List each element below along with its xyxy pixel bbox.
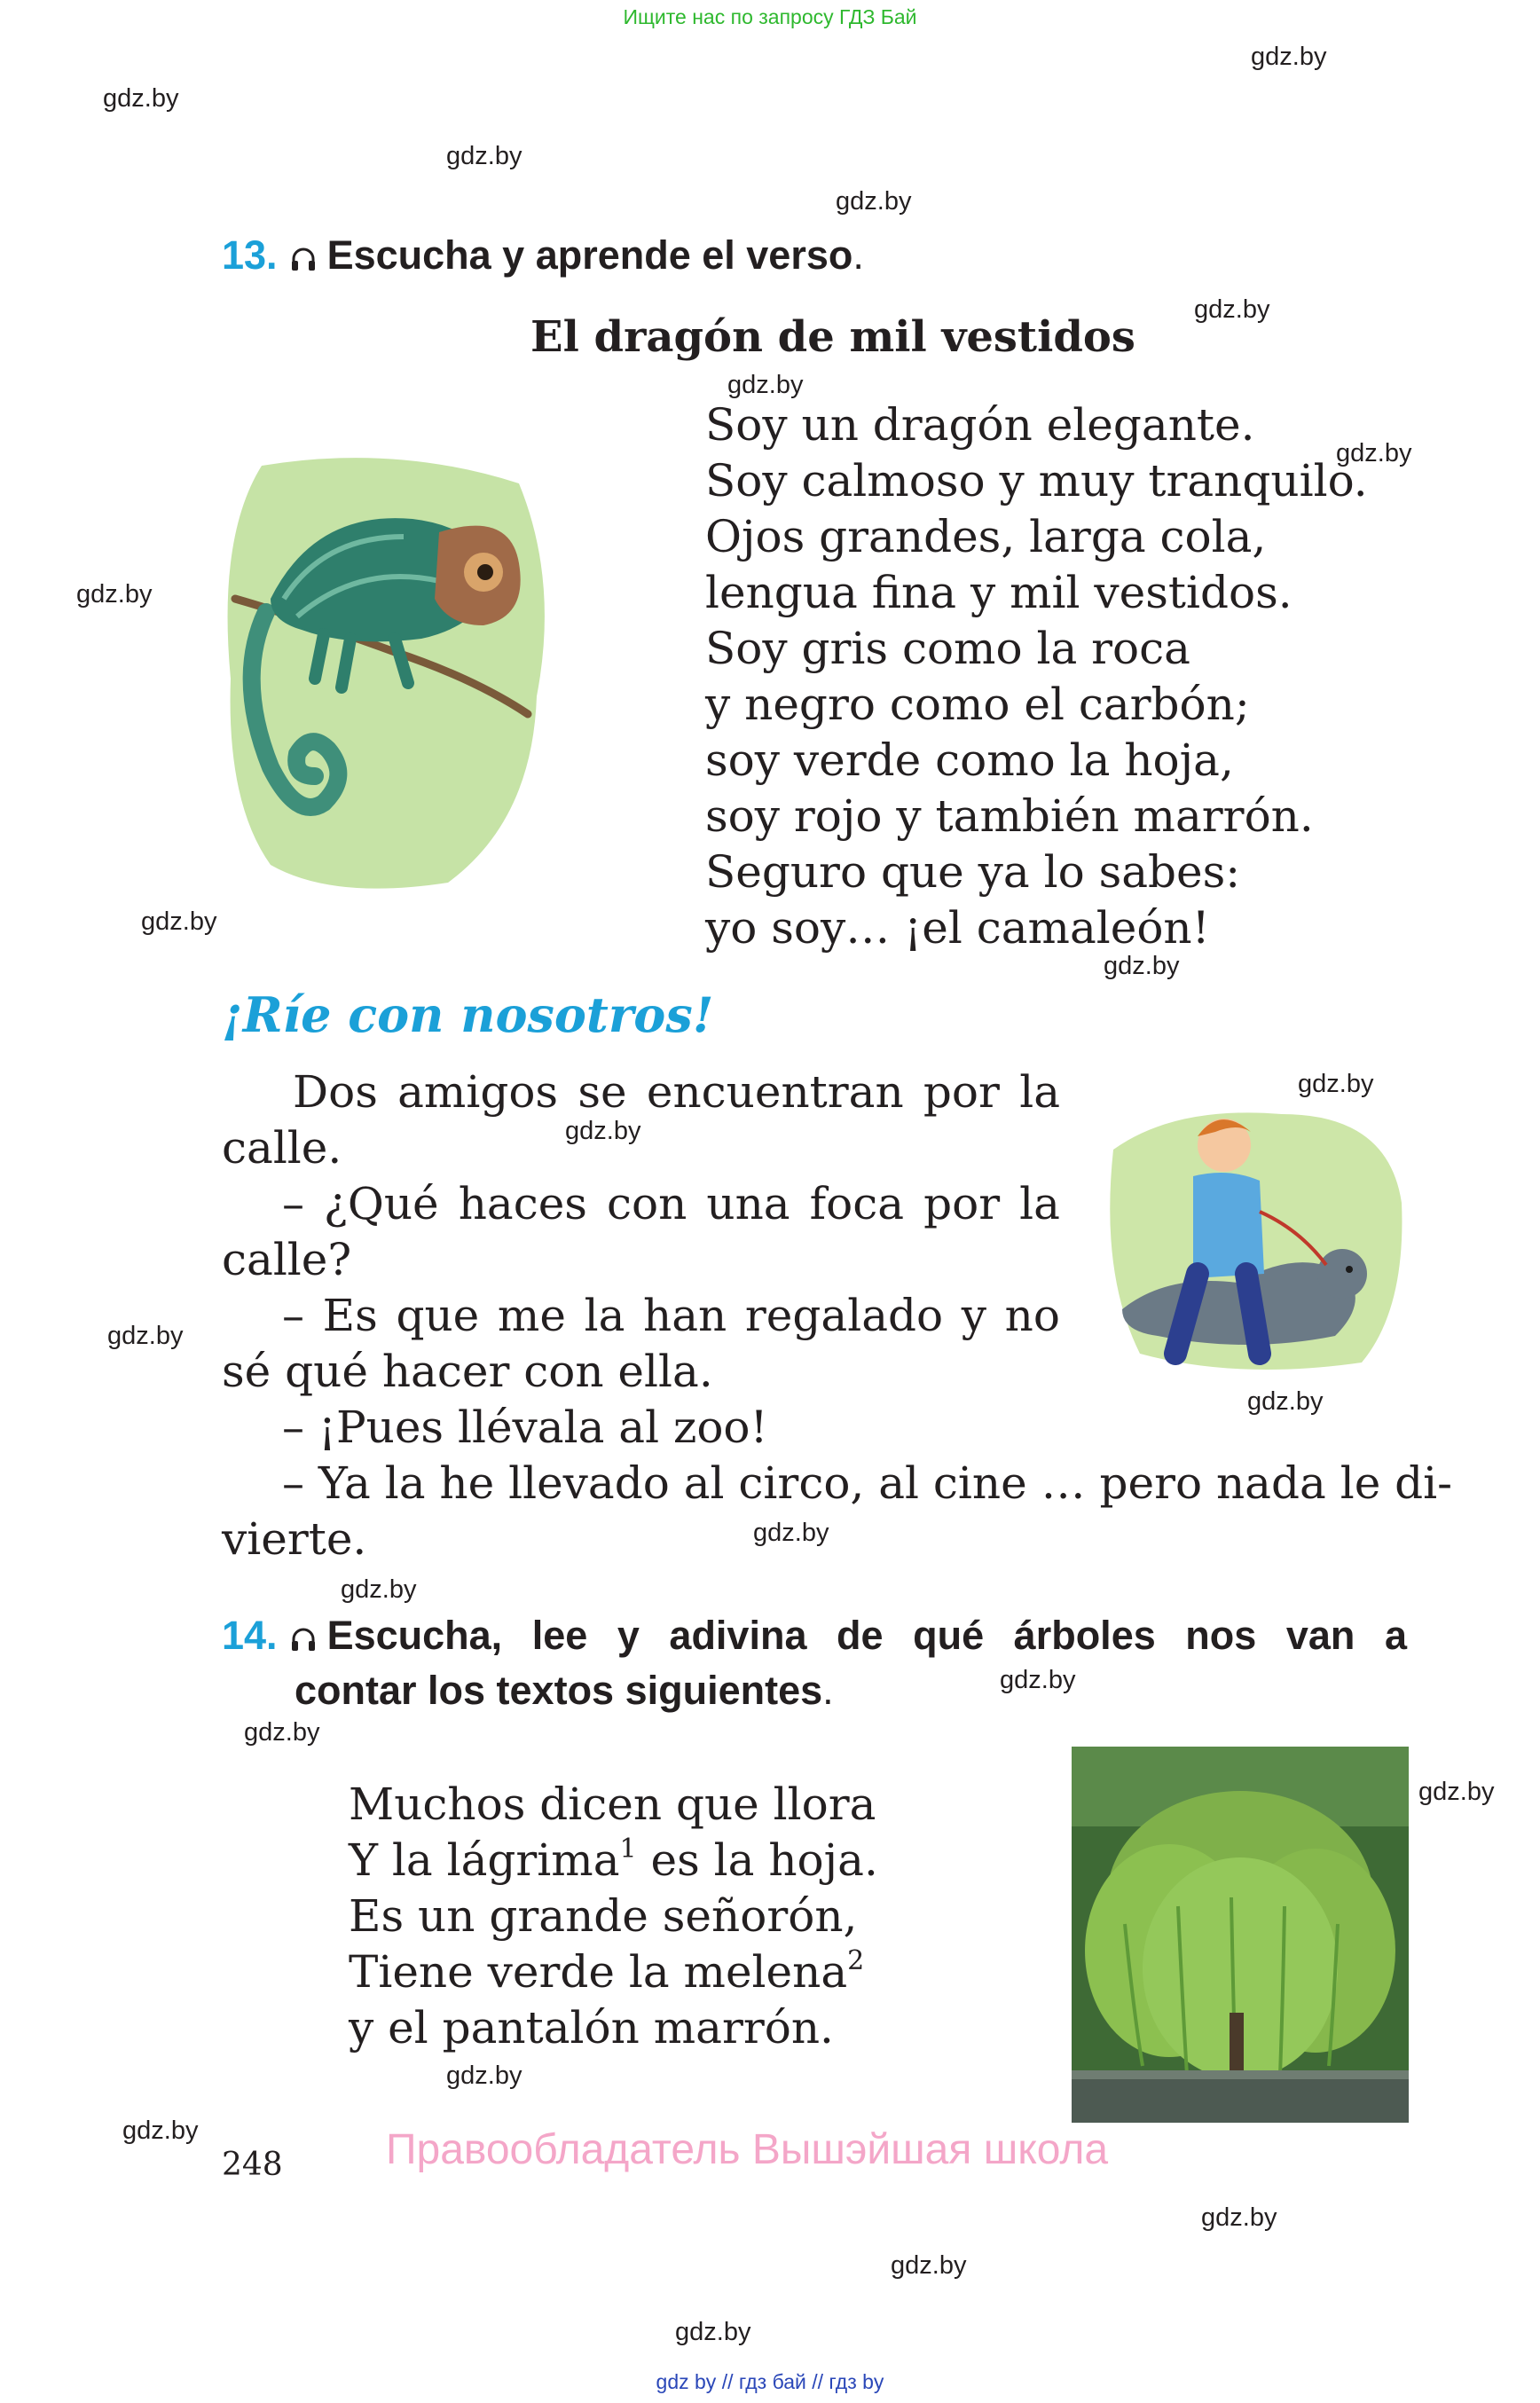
joke-line: calle. <box>222 1122 342 1174</box>
riddle-line: Y la lágrima$^1$ es la hoja. <box>349 1834 878 1886</box>
top-banner[interactable]: Ищите нас по запросу ГДЗ Бай <box>623 5 917 28</box>
exercise-number: 14. <box>222 1613 278 1658</box>
poem-lines <box>705 397 1368 956</box>
watermark: gdz.by <box>446 142 522 170</box>
joke-text-wide <box>222 1456 1453 1567</box>
joke-line: vierte. <box>222 1513 367 1565</box>
exercise-instruction: Escucha, lee y adivina de qué árboles nos van a <box>326 1613 1407 1658</box>
riddle-line: y el pantalón marrón. <box>349 2002 834 2054</box>
joke-line: calle? <box>222 1234 352 1285</box>
watermark: gdz.by <box>565 1117 641 1145</box>
poem-line: y negro como el carbón; <box>705 679 1250 730</box>
exercise-14-heading: 14. Escucha, lee y adivina de qué árboles nos van a contar los textos siguientes. <box>222 1613 1407 1713</box>
watermark: gdz.by <box>107 1322 184 1350</box>
watermark: gdz.by <box>76 580 153 609</box>
footer-links[interactable]: gdz by // гдз бай // гдз by <box>656 2370 884 2393</box>
watermark: gdz.by <box>1298 1070 1374 1098</box>
poem-line: soy rojo y también marrón. <box>705 790 1314 842</box>
poem-line: Soy gris como la roca <box>705 623 1190 674</box>
riddle-line: Tiene verde la melena$^2$ <box>349 1945 865 1998</box>
joke-line: Dos amigos se encuentran por la <box>293 1066 1060 1118</box>
joke-line: – ¿Qué haces con una foca por la <box>282 1178 1060 1229</box>
rights-holder: Правообладатель Вышэйшая школа <box>386 2126 1109 2173</box>
headphones-icon <box>290 1616 317 1662</box>
watermark: gdz.by <box>141 907 217 936</box>
poem-line: lengua fina y mil vestidos. <box>705 567 1292 618</box>
poem-line: Seguro que ya lo sabes: <box>705 846 1241 898</box>
watermark: gdz.by <box>891 2251 967 2280</box>
boy-with-seal-illustration <box>1104 1096 1406 1380</box>
joke-line: sé qué hacer con ella. <box>222 1346 713 1397</box>
watermark: gdz.by <box>836 187 912 216</box>
exercise-instruction-cont: contar los textos siguientes <box>295 1668 823 1713</box>
poem-line: yo soy… ¡el camaleón! <box>705 902 1210 954</box>
willow-tree-photo <box>1072 1747 1409 2123</box>
poem-title: El dragón de mil vestidos <box>530 312 1135 362</box>
riddle-lines <box>349 1777 878 2056</box>
watermark: gdz.by <box>1104 952 1180 980</box>
watermark: gdz.by <box>1247 1387 1324 1416</box>
headphones-icon <box>290 236 317 282</box>
riddle-line: Muchos dicen que llora <box>349 1779 876 1830</box>
watermark: gdz.by <box>122 2116 199 2145</box>
watermark: gdz.by <box>1336 439 1412 467</box>
joke-line: – Es que me la han regalado y no <box>282 1290 1060 1341</box>
joke-line: – ¡Pues llévala al zoo! <box>282 1402 768 1453</box>
watermark: gdz.by <box>1194 295 1270 324</box>
watermark: gdz.by <box>1201 2203 1277 2232</box>
poem-line: Soy un dragón elegante. <box>705 399 1255 451</box>
watermark: gdz.by <box>341 1575 417 1604</box>
exercise-13-heading: 13. Escucha y aprende el verso. <box>222 232 864 282</box>
joke-title: ¡Ríe con nosotros! <box>222 986 714 1043</box>
watermark: gdz.by <box>675 2318 751 2346</box>
watermark: gdz.by <box>1251 43 1327 71</box>
watermark: gdz.by <box>446 2061 522 2090</box>
poem-line: Ojos grandes, larga cola, <box>705 511 1267 562</box>
watermark: gdz.by <box>1000 1666 1076 1694</box>
watermark: gdz.by <box>244 1718 320 1747</box>
footnote-marker: 1 <box>619 1834 637 1865</box>
exercise-instruction: Escucha y aprende el verso <box>326 232 853 278</box>
poem-line: soy verde como la hoja, <box>705 734 1234 786</box>
watermark: gdz.by <box>727 371 804 399</box>
watermark: gdz.by <box>103 84 179 113</box>
watermark: gdz.by <box>753 1519 829 1547</box>
riddle-line: Es un grande señorón, <box>349 1890 858 1942</box>
page-number: 248 <box>222 2147 283 2183</box>
exercise-number: 13. <box>222 232 278 278</box>
chameleon-illustration <box>217 448 550 891</box>
footnote-marker: 2 <box>847 1945 865 1976</box>
poem-line: Soy calmoso y muy tranquilo. <box>705 455 1368 507</box>
joke-text-narrow <box>222 1064 1060 1456</box>
watermark: gdz.by <box>1418 1778 1495 1806</box>
joke-line: – Ya la he llevado al circo, al cine … pero nada le di- <box>282 1457 1453 1509</box>
